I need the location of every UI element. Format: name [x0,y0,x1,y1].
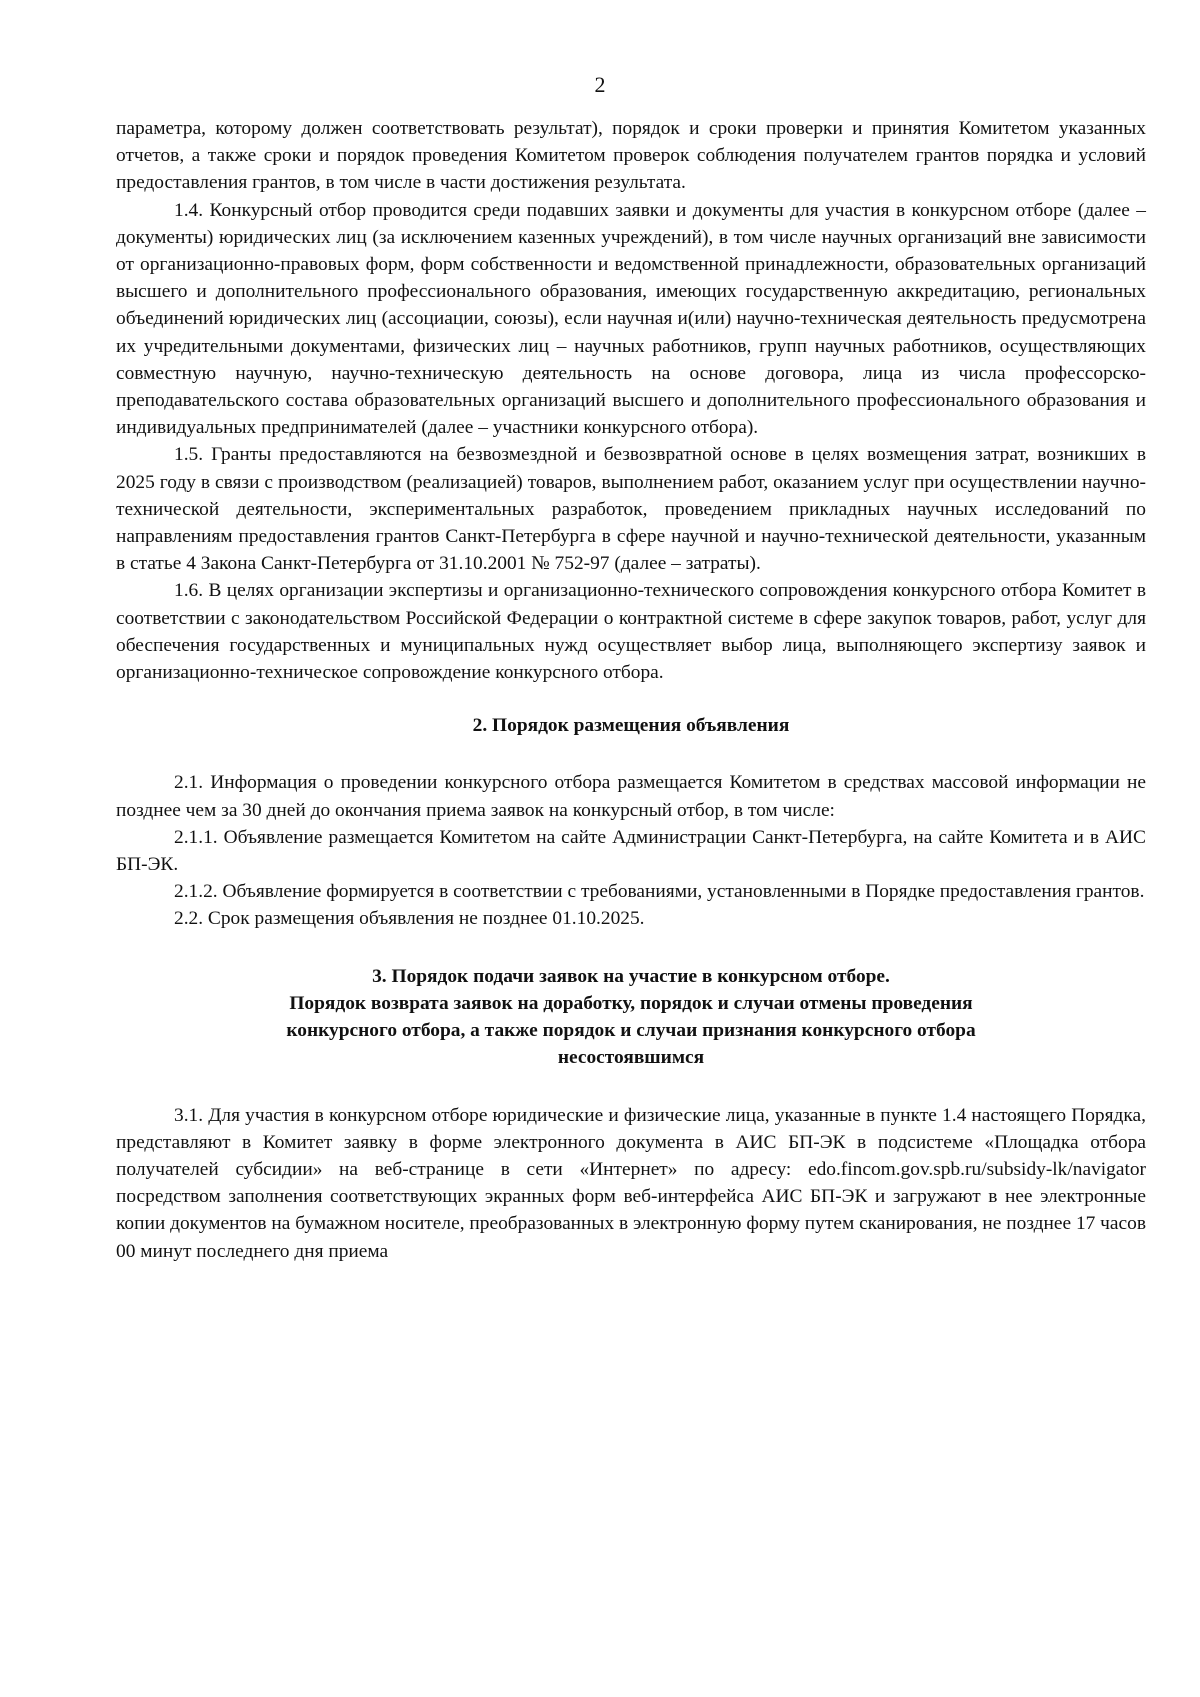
section-3-heading-line-3: конкурсного отбора, а также порядок и случаи признания конкурсного отбора [286,1020,976,1042]
page-number: 2 [594,72,606,97]
paragraph-2-1-2: 2.1.2. Объявление формируется в соответствии с требованиями, установленными в Порядке предоставления грантов. [174,881,1145,903]
document-body [116,115,1146,1265]
paragraph-3-1: 3.1. Для участия в конкурсном отборе юридические и физические лица, указанные в пункте 1.4 настоящего Порядка, представляют в Комитет заявку в форме электронного документа в АИС БП-ЭК в подсистеме «Площадка отбора получателей субсидии» на веб-странице в сети «Интернет» по адресу: edo.fincom.gov.spb.ru/subsidy-lk/navigator посредством заполнения соответствующих экранных форм веб-интерфейса АИС БП-ЭК и загружают в нее электронные копии документов на бумажном носителе, преобразованных в электронную форму путем сканирования, не позднее 17 часов 00 минут последнего дня приема [116,1104,1146,1262]
section-2-heading: 2. Порядок размещения объявления [472,715,790,737]
section-3-heading-line-1: 3. Порядок подачи заявок на участие в конкурсном отборе. [372,965,890,987]
section-3-heading [116,963,1146,1072]
paragraph-2-2: 2.2. Срок размещения объявления не позднее 01.10.2025. [174,908,645,930]
paragraph-1-6: 1.6. В целях организации экспертизы и организационно-технического сопровождения конкурсного отбора Комитет в соответствии с законодательством Российской Федерации о контрактной системе в сфере закупок товаров, работ, услуг для обеспечения государственных и муниципальных нужд осуществляет выбор лица, выполняющего экспертизу заявок и организационно-техническое сопровождение конкурсного отбора. [116,580,1146,684]
section-3-heading-line-2: Порядок возврата заявок на доработку, порядок и случаи отмены проведения [289,992,973,1014]
section-3-heading-line-4: несостоявшимся [557,1047,705,1069]
paragraph-continuation: параметра, которому должен соответствовать результат), порядок и сроки проверки и принятия Комитетом указанных отчетов, а также сроки и порядок проведения Комитетом проверок соблюдения получателем грантов порядка и условий предоставления грантов, в том числе в части достижения результата. [116,118,1146,194]
paragraph-1-5: 1.5. Гранты предоставляются на безвозмездной и безвозвратной основе в целях возмещения затрат, возникших в 2025 году в связи с производством (реализацией) товаров, выполнением работ, оказанием услуг при осуществлении научно-технической деятельности, экспериментальных разработок, проведением прикладных научных исследований по направлениям предоставления грантов Санкт-Петербурга в сфере научной и научно-технической деятельности, указанным в статье 4 Закона Санкт-Петербурга от 31.10.2001 № 752-97 (далее – затраты). [116,444,1146,575]
paragraph-2-1-1: 2.1.1. Объявление размещается Комитетом на сайте Администрации Санкт-Петербурга, на сайте Комитета и в АИС БП-ЭК. [116,826,1146,876]
paragraph-2-1: 2.1. Информация о проведении конкурсного отбора размещается Комитетом в средствах массовой информации не позднее чем за 30 дней до окончания приема заявок на конкурсный отбор, в том числе: [116,772,1146,821]
paragraph-1-4: 1.4. Конкурсный отбор проводится среди подавших заявки и документы для участия в конкурсном отборе (далее – документы) юридических лиц (за исключением казенных учреждений), в том числе научных организаций вне зависимости от организационно-правовых форм, форм собственности и ведомственной принадлежности, образовательных организаций высшего и дополнительного профессионального образования, имеющих государственную аккредитацию, региональных объединений юридических лиц (ассоциации, союзы), если научная и(или) научно-техническая деятельность предусмотрена их учредительными документами, физических лиц – научных работников, групп научных работников, осуществляющих совместную научную, научно-техническую деятельность на основе договора, лица из числа профессорско-преподавательского состава образовательных организаций высшего и дополнительного профессионального образования и индивидуальных предпринимателей (далее – участники конкурсного отбора). [116,199,1146,439]
